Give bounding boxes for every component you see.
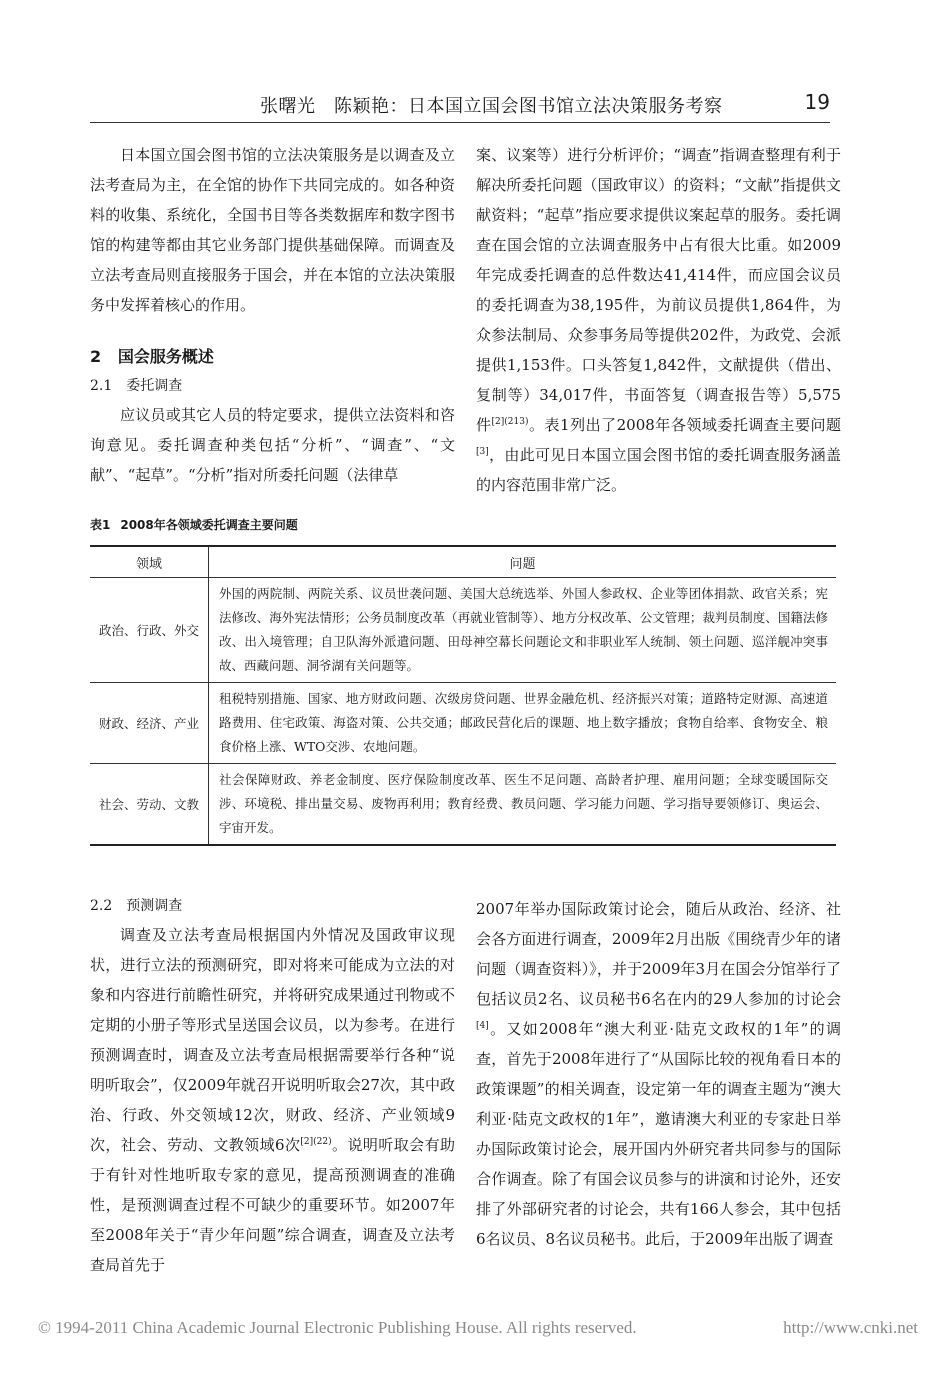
section-2-number: 2 (90, 347, 102, 366)
footer-url: http://www.cnki.net (783, 1318, 918, 1337)
header-title: 张曙光 陈颖艳：日本国立国会图书馆立法决策服务考察 (260, 96, 723, 117)
table-title: 2008年各领域委托调查主要问题 (120, 518, 298, 532)
issues-cell: 社会保障财政、养老金制度、医疗保险制度改革、医生不足问题、高龄者护理、雇用问题；全球变暖国际交涉、环境税、排出量交易、废物再利用；教育经费、教员问题、学习能力问题、学习指导要领修订、奥运会、宇宙开发。 (209, 764, 837, 846)
column-header-domain: 领域 (90, 546, 209, 578)
copyright-text: © 1994-2011 China Academic Journal Electronic Publishing House. All rights reserved. (38, 1318, 637, 1337)
table-row (90, 764, 836, 846)
intro-paragraph: 日本国立国会图书馆的立法决策服务是以调查及立法考查局为主，在全馆的协作下共同完成的。如各种资料的收集、系统化，全国书目等各类数据库和数字图书馆的构建等都由其它业务部门提供基础保障。而调查及立法考查局则直接服务于国会，并在本馆的立法决策服务中发挥着核心的作用。 (90, 146, 455, 314)
issues-cell: 外国的两院制、两院关系、议员世袭问题、美国大总统选举、外国人参政权、企业等团体捐款、政官关系；宪法修改、海外宪法情形；公务员制度改革（再就业管制等）、地方分权改革、公文管理；裁判员制度、国籍法修改、出入境管理；自卫队海外派遣问题、田母神空幕长问题论文和非职业军人统制、领土问题、巡洋舰冲突事故、西藏问题、洞爷湖有关问题等。 (209, 578, 837, 683)
table-row (90, 578, 836, 683)
forecast-text-2: 。说明听取会有助于有针对性地听取专家的意见，提高预测调查的准确性，是预测调查过程不可缺少的重要环节。如2007年至2008年关于“青少年问题”综合调查，调查及立法考查局首先于 (90, 1136, 455, 1274)
subsection-2-1-number: 2.1 (90, 378, 113, 394)
issues-table (90, 545, 836, 846)
subsection-2-1-title: 委托调查 (126, 378, 183, 394)
citation-ref: [2](213) (491, 417, 529, 427)
domain-cell: 财政、经济、产业 (90, 683, 209, 764)
page-number: 19 (804, 90, 830, 114)
forecast-text-3: 2007年举办国际政策讨论会，随后从政治、经济、社会各方面进行调查，2009年2月出版《围绕青少年的诸问题（调查资料）》，并于2009年3月在国会分馆举行了包括议员2名、议员秘书6名在内的29人参加的讨论会 (476, 900, 841, 1008)
subsection-2-2-number: 2.2 (90, 898, 113, 914)
delegated-survey-paragraph (476, 140, 841, 500)
section-2-title: 国会服务概述 (117, 347, 214, 366)
table-header-row (90, 546, 836, 578)
right-column-top (476, 140, 841, 500)
column-header-issues: 问题 (209, 546, 837, 578)
citation-ref: [2](22) (300, 1137, 332, 1147)
citation-ref: [4] (476, 1021, 489, 1031)
domain-cell: 社会、劳动、文教 (90, 764, 209, 846)
left-column-bottom (90, 892, 455, 1280)
right-column-bottom (476, 894, 841, 1254)
forecast-survey-paragraph (90, 920, 455, 1280)
subsection-2-1-heading (90, 372, 455, 400)
forecast-survey-continued (476, 894, 841, 1254)
issues-cell: 租税特别措施、国家、地方财政问题、次级房贷问题、世界金融危机、经济振兴对策；道路特定财源、高速道路费用、住宅政策、海盗对策、公共交通；邮政民营化后的课题、地上数字播放；食物自给率、食物安全、粮食价格上涨、WTO交涉、农地问题。 (209, 683, 837, 764)
delegated-survey-text-2: 。表1列出了2008年各领域委托调查主要问题 (528, 416, 841, 434)
domain-cell: 政治、行政、外交 (90, 578, 209, 683)
subsection-2-1-paragraph: 应议员或其它人员的特定要求，提供立法资料和咨询意见。委托调查种类包括“分析”、“调查”、“文献”、“起草”。“分析”指对所委托问题（法律草 (90, 406, 455, 484)
delegated-survey-text-1: 案、议案等）进行分析评价；“调查”指调查整理有利于解决所委托问题（国政审议）的资料；“文献”指提供文献资料；“起草”指应要求提供议案起草的服务。委托调查在国会馆的立法调查服务中占有很大比重。如2009年完成委托调查的总件数达41,414件，而应国会议员的委托调查为38,195件，为前议员提供1,864件，为众参法制局、众参事务局等提供202件，为政党、会派提供1,153件。口头答复1,842件，文献提供（借出、复制等）34,017件，书面答复（调查报告等）5,575件 (476, 146, 841, 434)
copyright-footer (38, 1318, 918, 1338)
subsection-2-2-title: 预测调查 (126, 898, 183, 914)
forecast-text-4: 。又如2008年“澳大利亚·陆克文政权的1年”的调查，首先于2008年进行了“从国际比较的视角看日本的政策课题”的相关调查，设定第一年的调查主题为“澳大利亚·陆克文政权的1年”，邀请澳大利亚的专家赴日举办国际政策讨论会，展开国内外研究者共同参与的国际合作调查。除了有国会议员参与的讲演和讨论外，还安排了外部研究者的讨论会，共有166人参会，其中包括6名议员、8名议员秘书。此后，于2009年出版了调查 (476, 1020, 841, 1248)
table-number: 表1 (90, 518, 111, 532)
citation-ref: [3] (476, 447, 489, 457)
running-header (90, 92, 830, 123)
section-2-heading (90, 342, 455, 372)
left-column-top (90, 140, 455, 490)
table-row (90, 683, 836, 764)
forecast-text-1: 调查及立法考查局根据国内外情况及国政审议现状，进行立法的预测研究，即对将来可能成为立法的对象和内容进行前瞻性研究，并将研究成果通过刊物或不定期的小册子等形式呈送国会议员，以为参考。在进行预测调查时，调查及立法考查局根据需要举行各种“说明听取会”，仅2009年就召开说明听取会27次，其中政治、行政、外交领域12次，财政、经济、产业领域9次，社会、劳动、文教领域6次 (90, 926, 455, 1154)
table-caption (90, 516, 298, 533)
subsection-2-2-heading (90, 892, 455, 920)
delegated-survey-text-3: ，由此可见日本国立国会图书馆的委托调查服务涵盖的内容范围非常广泛。 (476, 446, 841, 494)
